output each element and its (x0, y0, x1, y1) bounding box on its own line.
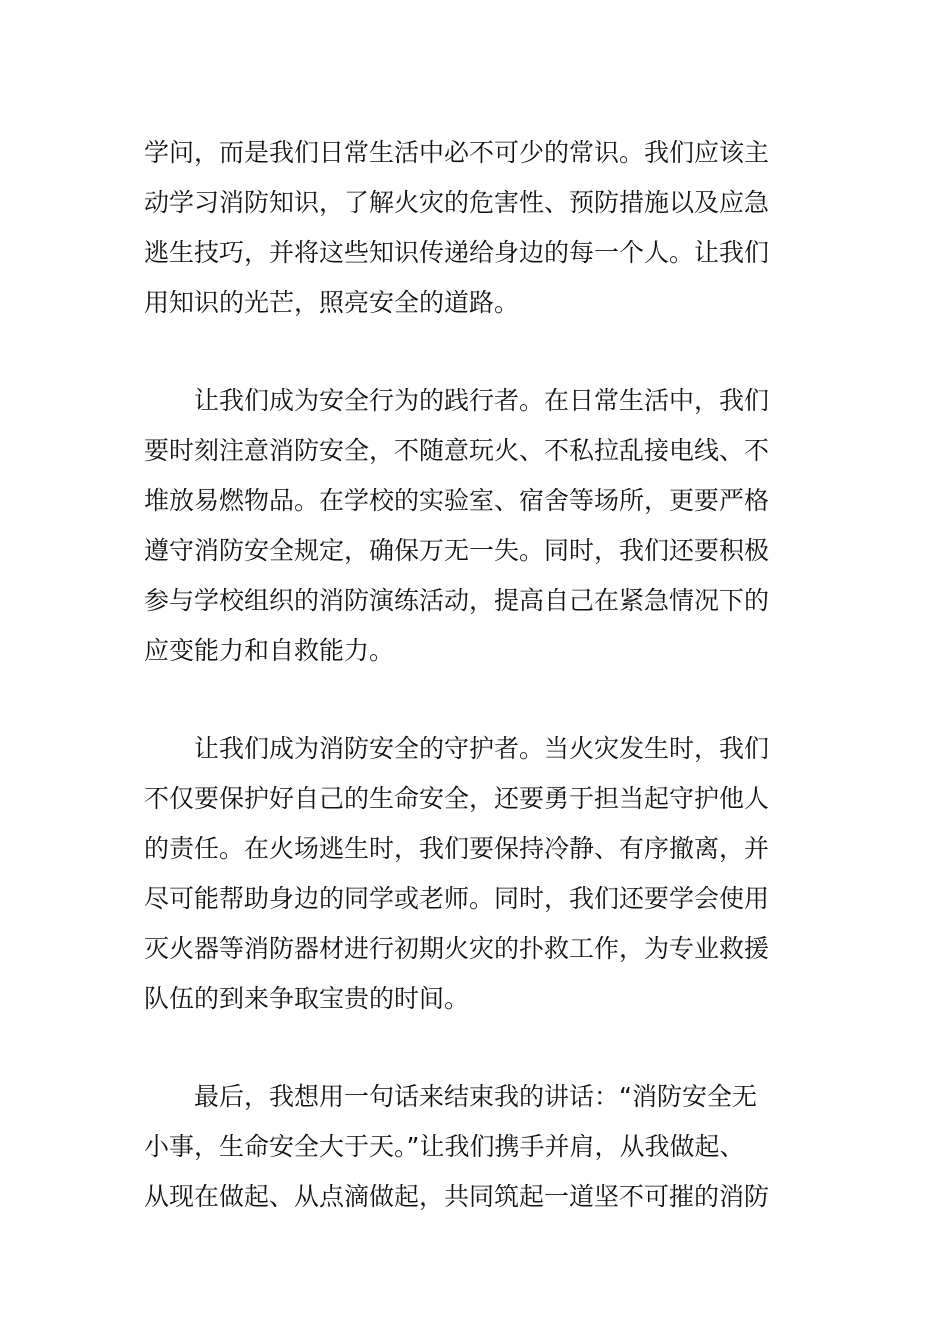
text-line: 逃生技巧，并将这些知识传递给身边的每一个人。让我们 (144, 238, 770, 267)
text-line: 队伍的到来争取宝贵的时间。 (144, 984, 470, 1013)
paragraph-guardian (144, 724, 808, 1024)
text-line: 从现在做起、从点滴做起，共同筑起一道坚不可摧的消防 (144, 1182, 770, 1211)
text-line: 要时刻注意消防安全，不随意玩火、不私拉乱接电线、不 (144, 436, 770, 465)
text-line: 参与学校组织的消防演练活动，提高自己在紧急情况下的 (144, 586, 770, 615)
text-line: 动学习消防知识，了解火灾的危害性、预防措施以及应急 (144, 188, 770, 217)
text-line: 的责任。在火场逃生时，我们要保持冷静、有序撤离，并 (144, 834, 770, 863)
text-line: 灭火器等消防器材进行初期火灾的扑救工作，为专业救援 (144, 934, 770, 963)
paragraph-conclusion (144, 1072, 808, 1222)
text-line: 应变能力和自救能力。 (144, 636, 395, 665)
text-line: 用知识的光芒，照亮安全的道路。 (144, 288, 520, 317)
text-line: 不仅要保护好自己的生命安全，还要勇于担当起守护他人 (144, 784, 770, 813)
text-line: 遵守消防安全规定，确保万无一失。同时，我们还要积极 (144, 536, 770, 565)
text-line: 尽可能帮助身边的同学或老师。同时，我们还要学会使用 (144, 884, 770, 913)
paragraph-knowledge (144, 128, 808, 328)
text-line: 学问，而是我们日常生活中必不可少的常识。我们应该主 (144, 138, 770, 167)
text-line: 让我们成为消防安全的守护者。当火灾发生时，我们 (144, 734, 770, 763)
text-line: 让我们成为安全行为的践行者。在日常生活中，我们 (144, 386, 770, 415)
text-line: 最后，我想用一句话来结束我的讲话：“消防安全无 (144, 1082, 757, 1111)
text-line: 小事，生命安全大于天。”让我们携手并肩，从我做起、 (144, 1132, 745, 1161)
text-line: 堆放易燃物品。在学校的实验室、宿舍等场所，更要严格 (144, 486, 770, 515)
paragraph-practitioner (144, 376, 808, 676)
